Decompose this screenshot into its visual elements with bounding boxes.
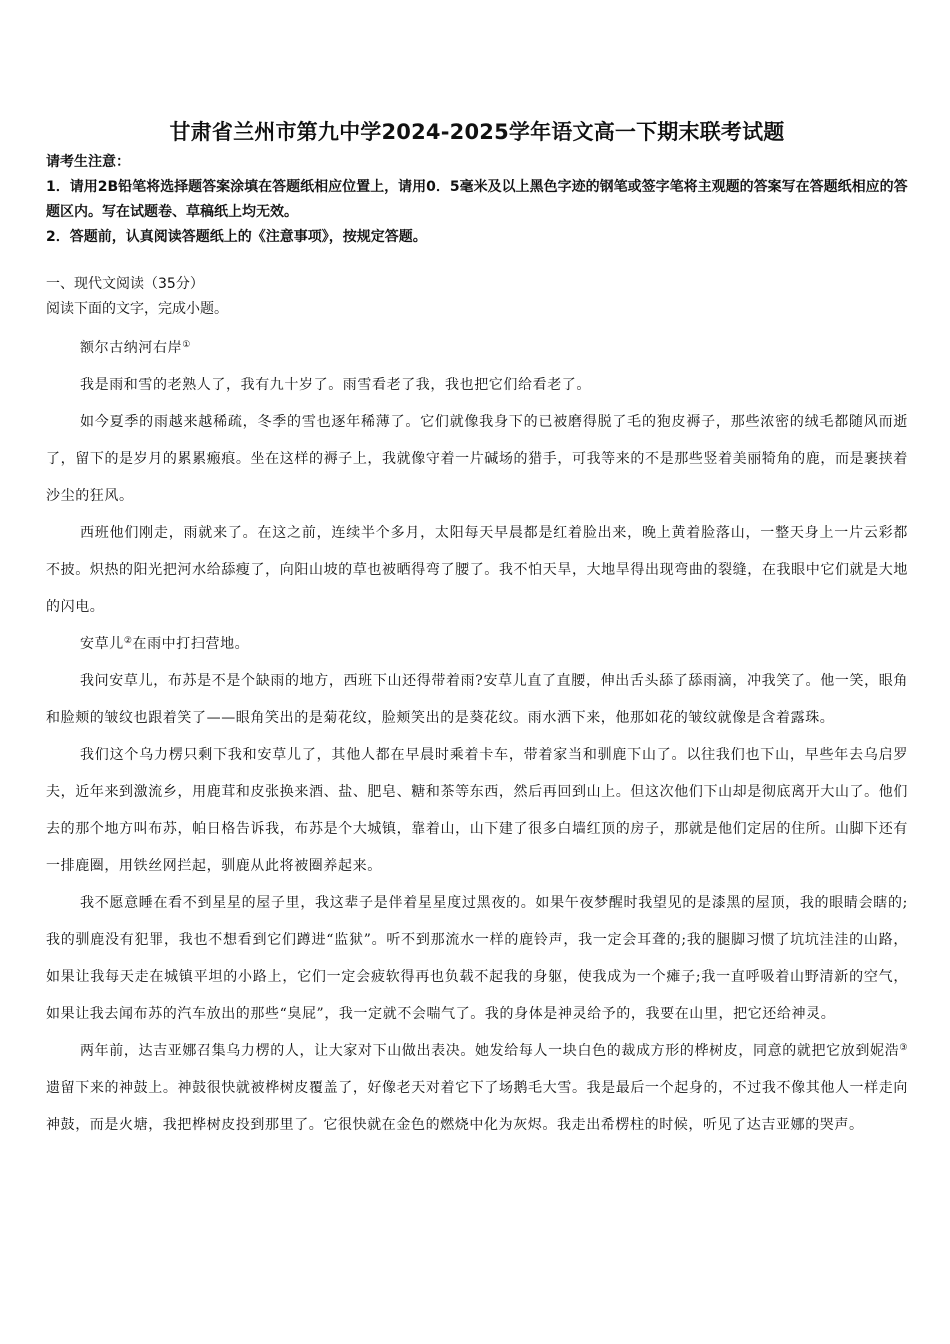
section-reading xyxy=(46,272,908,322)
passage-paragraph: 我是雨和雪的老熟人了，我有九十岁了。雨雪看老了我，我也把它们给看老了。 xyxy=(80,377,591,393)
notice-item-2: 2．答题前，认真阅读答题纸上的《注意事项》，按规定答题。 xyxy=(46,229,427,245)
footnote-marker-1: ① xyxy=(182,340,191,350)
exam-title: 甘肃省兰州市第九中学2024-2025学年语文高一下期末联考试题 xyxy=(169,120,785,144)
passage-paragraph: 如今夏季的雨越来越稀疏，冬季的雪也逐年稀薄了。它们就像我身下的已被磨得脱了毛的狍皮褥子，那些浓密的绒毛都随风而逝了，留下的是岁月的累累瘢痕。坐在这样的褥子上，我就像守着一片碱场的猎手，可我等来的不是那些竖着美丽犄角的鹿，而是裹挟着沙尘的狂风。 xyxy=(46,414,908,504)
reading-passage xyxy=(46,330,908,1144)
passage-text: 在雨中打扫营地。 xyxy=(132,636,250,652)
candidate-notice xyxy=(46,150,908,250)
passage-paragraph xyxy=(46,1033,908,1144)
footnote-marker-3: ③ xyxy=(899,1043,908,1053)
passage-title xyxy=(46,330,908,367)
passage-text: 两年前，达吉亚娜召集乌力楞的人，让大家对下山做出表决。她发给每人一块白色的裁成方形的桦树皮，同意的就把它放到妮浩 xyxy=(80,1043,900,1059)
notice-heading: 请考生注意： xyxy=(46,154,130,170)
section-instruction: 阅读下面的文字，完成小题。 xyxy=(46,301,228,317)
section-heading: 一、现代文阅读（35分） xyxy=(46,276,204,292)
passage-text: 遗留下来的神鼓上。神鼓很快就被桦树皮覆盖了，好像老天对着它下了场鹅毛大雪。我是最后一个起身的，不过我不像其他人一样走向神鼓，而是火塘，我把桦树皮投到那里了。它很快就在金色的燃烧中化为灰烬。我走出希楞柱的时候，听见了达吉亚娜的哭声。 xyxy=(46,1080,908,1133)
notice-item-1: 1．请用2B铅笔将选择题答案涂填在答题纸相应位置上，请用0．5毫米及以上黑色字迹的钢笔或签字笔将主观题的答案写在答题纸相应的答题区内。写在试题卷、草稿纸上均无效。 xyxy=(46,179,908,220)
passage-paragraph: 我们这个乌力楞只剩下我和安草儿了，其他人都在早晨时乘着卡车，带着家当和驯鹿下山了。以往我们也下山，早些年去乌启罗夫，近年来到激流乡，用鹿茸和皮张换来酒、盐、肥皂、糖和茶等东西，然后再回到山上。但这次他们下山却是彻底离开大山了。他们去的那个地方叫布苏，帕日格告诉我，布苏是个大城镇，靠着山，山下建了很多白墙红顶的房子，那就是他们定居的住所。山脚下还有一排鹿圈，用铁丝网拦起，驯鹿从此将被圈养起来。 xyxy=(46,747,908,874)
passage-text: 安草儿 xyxy=(80,636,124,652)
passage-title-text: 额尔古纳河右岸 xyxy=(80,340,183,356)
passage-paragraph: 我不愿意睡在看不到星星的屋子里，我这辈子是伴着星星度过黑夜的。如果午夜梦醒时我望见的是漆黑的屋顶，我的眼睛会瞎的;我的驯鹿没有犯罪，我也不想看到它们蹲进“监狱”。听不到那流水一样的鹿铃声，我一定会耳聋的;我的腿脚习惯了坑坑洼洼的山路，如果让我每天走在城镇平坦的小路上，它们一定会疲软得再也负载不起我的身躯，使我成为一个瘫子;我一直呼吸着山野清新的空气，如果让我去闻布苏的汽车放出的那些“臭屁”，我一定就不会喘气了。我的身体是神灵给予的，我要在山里，把它还给神灵。 xyxy=(46,895,908,1022)
footnote-marker-2: ② xyxy=(123,636,133,646)
passage-paragraph: 我问安草儿，布苏是不是个缺雨的地方，西班下山还得带着雨?安草儿直了直腰，伸出舌头舔了舔雨滴，冲我笑了。他一笑，眼角和脸颊的皱纹也跟着笑了——眼角笑出的是菊花纹，脸颊笑出的是葵花纹。雨水洒下来，他那如花的皱纹就像是含着露珠。 xyxy=(46,673,908,726)
passage-paragraph: 西班他们刚走，雨就来了。在这之前，连续半个多月，太阳每天早晨都是红着脸出来，晚上黄着脸落山，一整天身上一片云彩都不披。炽热的阳光把河水给舔瘦了，向阳山坡的草也被晒得弯了腰了。我不怕天旱，大地旱得出现弯曲的裂缝，在我眼中它们就是大地的闪电。 xyxy=(46,525,908,615)
passage-paragraph xyxy=(46,626,908,663)
